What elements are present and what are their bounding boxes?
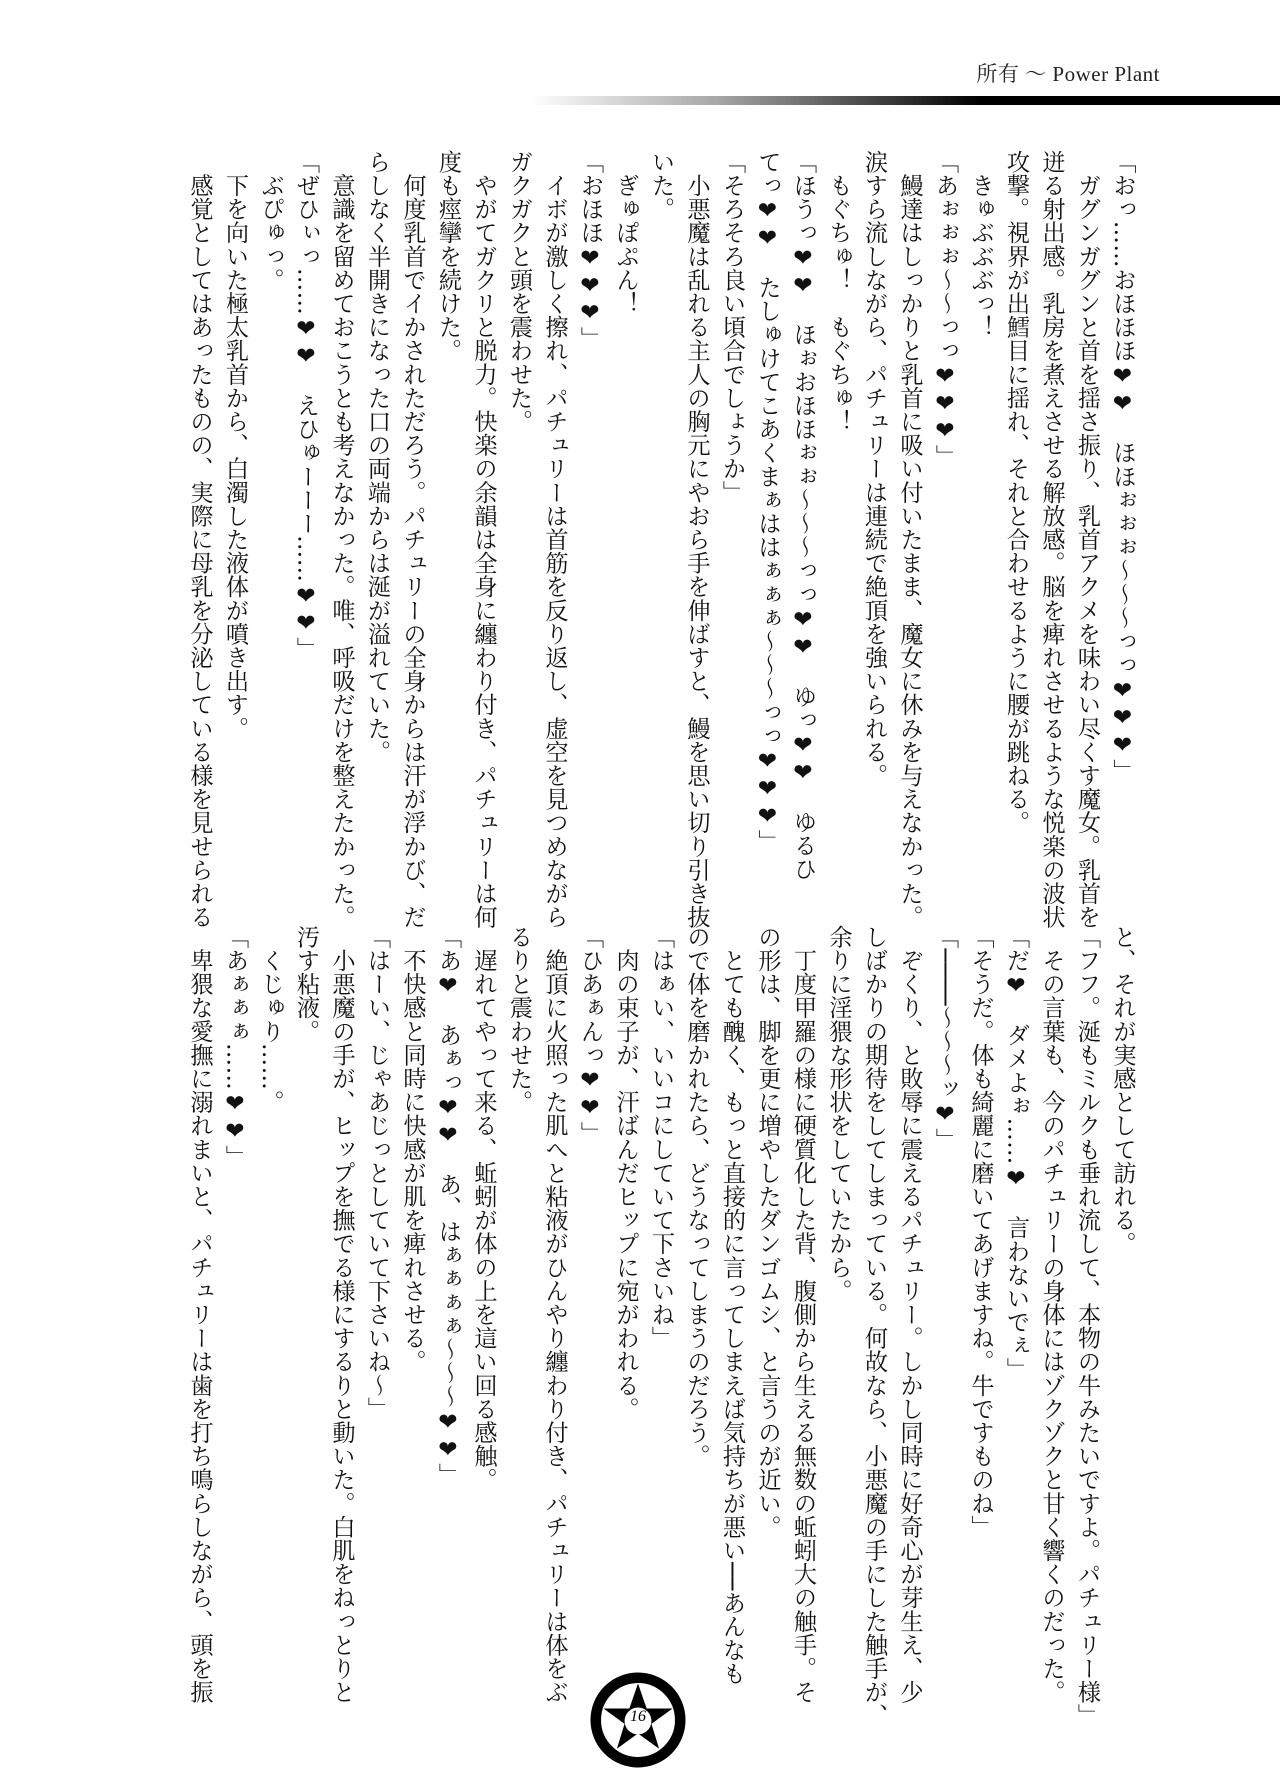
text-line: 「はぁい、いいコにしていて下さいね」 xyxy=(647,925,675,1350)
text-line: 遅れてやって来る、蚯蚓が体の上を這い回る感触。 xyxy=(470,925,497,1492)
text-line: 「おほほ❤❤❤」 xyxy=(576,150,604,351)
text-line: 鰻達はしっかりと乳首に吸い付いたまま、魔女に休みを与えなかった。 xyxy=(896,150,923,929)
text-line: しばかりの期待をしてしまっている。何故なら、小悪魔の手にした触手が、 xyxy=(860,925,888,1728)
text-line: きゅぶぶぶっ！ xyxy=(967,150,994,339)
text-line: てっ❤❤ たしゅけてこあくまぁははぁぁぁ〜〜〜っっ❤❤❤」 xyxy=(754,150,781,854)
text-line: 汚す粘液。 xyxy=(292,925,320,1043)
text-line: ぎゅぽぷん！ xyxy=(612,150,639,316)
text-line: 余りに淫猥な形状をしていたから。 xyxy=(825,925,852,1303)
text-line: 「はーい、じゃあじっとしていて下さいね〜」 xyxy=(363,925,391,1421)
text-line: 「おっ……おほほほ❤❤ ほほぉぉぉ〜〜〜っっ❤❤❤」 xyxy=(1109,150,1136,783)
text-line: 卑猥な愛撫に溺れまいと、パチュリーは歯を打ち鳴らしながら、頭を振 xyxy=(186,925,213,1704)
text-line: イボが激しく擦れ、パチュリーは首筋を反り返し、虚空を見つめながら xyxy=(541,150,568,929)
text-line: 「そうだ。体も綺麗に磨いてあげますね。牛ですものね」 xyxy=(967,925,994,1539)
text-line: 「あ❤ あぁっ❤❤ あ、はぁぁぁぁ〜〜〜❤❤」 xyxy=(434,925,462,1487)
text-line: 度も痙攣を続けた。 xyxy=(434,150,462,363)
text-line: 攻撃。視界が出鱈目に揺れ、それと合わせるように腰が跳ねる。 xyxy=(1002,150,1030,835)
text-line: いた。 xyxy=(647,150,675,221)
text-line: 何度乳首でイかされただろう。パチュリーの全身からは汗が浮かび、だ xyxy=(399,150,426,929)
text-line: 迸る射出感。乳房を煮えさせる解放感。脳を痺れさせるような悦楽の波状 xyxy=(1038,150,1065,929)
text-line: 感覚としてはあったものの、実際に母乳を分泌している様を見せられる xyxy=(186,150,213,929)
text-line: 「ひあぁんっ❤❤」 xyxy=(576,925,604,1145)
text-line: るりと震わせた。 xyxy=(505,925,533,1114)
text-line: ガグンガグンと首を揺さ振り、乳首アクメを味わい尽くす魔女。乳首を xyxy=(1073,150,1101,929)
text-line: やがてガクリと脱力。快楽の余韻は全身に纏わり付き、パチュリーは何 xyxy=(470,150,497,929)
header-rule xyxy=(530,96,1280,105)
text-line: その言葉も、今のパチュリーの身体にはゾクゾクと甘く響くのだった。 xyxy=(1038,925,1065,1704)
text-block-top xyxy=(182,150,1141,929)
text-line: らしなく半開きになった口の両端からは涎が溢れていた。 xyxy=(363,150,391,764)
text-line: 「あぉぉぉ〜〜っっ❤❤❤」 xyxy=(931,150,959,469)
text-line: 「フフ。涎もミルクも垂れ流して、本物の牛みたいですよ。パチュリー様」 xyxy=(1073,925,1101,1728)
text-line: の形は、脚を更に増やしたダンゴムシ、と言うのが近い。 xyxy=(754,925,781,1539)
running-header-title: 所有 〜 Power Plant xyxy=(976,62,1160,86)
text-line: くじゅり……。 xyxy=(257,925,284,1114)
text-line: 小悪魔は乱れる主人の胸元にやおら手を伸ばすと、鰻を思い切り引き抜 xyxy=(683,150,710,929)
text-line: もぐちゅ！ もぐちゅ！ xyxy=(825,150,852,434)
text-line: 「────〜〜〜ッ❤」 xyxy=(931,925,959,1152)
text-line: ガクガクと頭を震わせた。 xyxy=(505,150,533,434)
text-line: 意識を留めておこうとも考えなかった。唯、呼吸だけを整えたかった。 xyxy=(328,150,355,929)
text-line: ぶぴゅっ。 xyxy=(257,150,284,292)
text-line: 「ぜひぃっ……❤❤ えひゅーーー……❤❤」 xyxy=(292,150,320,661)
text-line: 「だ❤ ダメよぉ……❤ 言わないでぇ」 xyxy=(1002,925,1030,1381)
text-line: 「あぁぁぁ……❤❤」 xyxy=(221,925,249,1169)
text-line: 涙すら流しながら、パチュリーは連続で絶頂を強いられる。 xyxy=(860,150,888,788)
text-line: 不快感と同時に快感が肌を痺れさせる。 xyxy=(399,925,426,1374)
text-line: 肉の束子が、汗ばんだヒップに宛がわれる。 xyxy=(612,925,639,1421)
text-line: 「そろそろ良い頃合でしょうか」 xyxy=(718,150,746,504)
text-line: とても醜く、もっと直接的に言ってしまえば気持ちが悪い──あんなも xyxy=(718,925,746,1686)
text-line: 絶頂に火照った肌へと粘液がひんやり纏わり付き、パチュリーは体をぶ xyxy=(541,925,568,1704)
page-number: 16 xyxy=(630,1708,646,1725)
text-line: 丁度甲羅の様に硬質化した背、腹側から生える無数の蚯蚓大の触手。そ xyxy=(789,925,817,1704)
text-line: 小悪魔の手が、ヒップを撫でる様にするりと動いた。白肌をねっとりと xyxy=(328,925,355,1704)
text-line: と、それが実感として訪れる。 xyxy=(1109,925,1136,1256)
text-line: 「ほうっ❤❤ ほぉおほほぉぉ〜〜〜っっ❤❤ ゆっ❤❤ ゆるひ xyxy=(789,150,817,881)
text-line: 下を向いた極太乳首から、白濁した液体が噴き出す。 xyxy=(221,150,249,740)
text-line: ので体を磨かれたら、どうなってしまうのだろう。 xyxy=(683,925,710,1468)
text-line: ぞくり、と敗辱に震えるパチュリー。しかし同時に好奇心が芽生え、少 xyxy=(896,925,923,1704)
